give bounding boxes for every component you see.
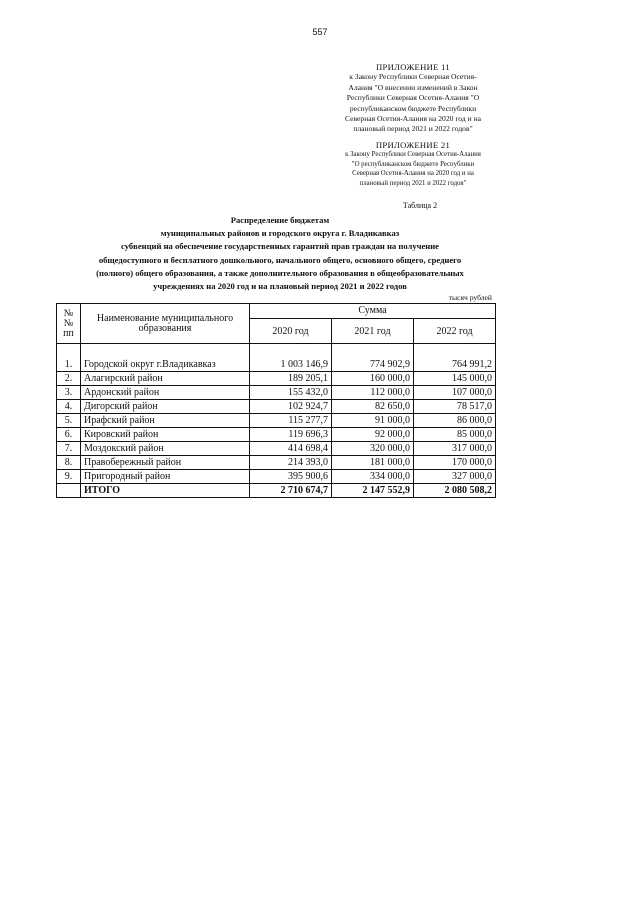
table-row bbox=[57, 358, 496, 372]
row-number: 2. bbox=[57, 372, 81, 386]
annex-11-title: ПРИЛОЖЕНИЕ 11 bbox=[376, 62, 450, 72]
heading-line: (полного) общего образования, а также дополнительного образования в общеобразовательных bbox=[96, 267, 464, 278]
column-header-sum: Сумма bbox=[250, 304, 496, 319]
table-row bbox=[57, 414, 496, 428]
annex-21-line: Северная Осетия-Алания на 2020 год и на bbox=[352, 170, 474, 178]
row-value-2022: 85 000,0 bbox=[414, 428, 496, 442]
row-number: 3. bbox=[57, 386, 81, 400]
row-value-2021: 181 000,0 bbox=[332, 456, 414, 470]
total-number bbox=[57, 484, 81, 498]
row-value-2021: 91 000,0 bbox=[332, 414, 414, 428]
annex-11-line: к Закону Республики Северная Осетия- bbox=[349, 72, 477, 82]
heading-line: Распределение бюджетам bbox=[230, 215, 330, 225]
row-name: Дигорский район bbox=[81, 400, 250, 414]
spacer-cell bbox=[332, 344, 414, 359]
table-row bbox=[57, 442, 496, 456]
row-value-2020: 155 432,0 bbox=[250, 386, 332, 400]
annex-21-line: к Закону Республики Северная Осетия-Алания bbox=[345, 151, 481, 159]
row-name: Кировский район bbox=[81, 428, 250, 442]
row-value-2022: 78 517,0 bbox=[414, 400, 496, 414]
row-number: 6. bbox=[57, 428, 81, 442]
row-name: Ирафский район bbox=[81, 414, 250, 428]
annex-21-line: плановый период 2021 и 2022 годов" bbox=[359, 179, 467, 187]
table-row bbox=[57, 428, 496, 442]
annex-11-line: плановый период 2021 и 2022 годов" bbox=[353, 124, 473, 134]
row-value-2022: 327 000,0 bbox=[414, 470, 496, 484]
total-value-2021: 2 147 552,9 bbox=[332, 484, 414, 498]
row-value-2020: 1 003 146,9 bbox=[250, 358, 332, 372]
row-value-2020: 214 393,0 bbox=[250, 456, 332, 470]
table-row bbox=[57, 372, 496, 386]
annex-21-line: "О республиканском бюджете Республики bbox=[351, 160, 475, 168]
row-number: 9. bbox=[57, 470, 81, 484]
table-total-row bbox=[57, 484, 496, 498]
row-value-2021: 82 650,0 bbox=[332, 400, 414, 414]
table-row bbox=[57, 400, 496, 414]
column-header-2022: 2022 год bbox=[414, 319, 496, 344]
row-value-2021: 92 000,0 bbox=[332, 428, 414, 442]
row-value-2020: 395 900,6 bbox=[250, 470, 332, 484]
heading-line: муниципальных районов и городского округа г. Владикавказ bbox=[160, 228, 400, 239]
row-name: Ардонский район bbox=[81, 386, 250, 400]
annex-11-line: республиканском бюджете Республики bbox=[349, 103, 477, 113]
annex-11-line: Республики Северная Осетия-Алания "О bbox=[346, 93, 480, 103]
row-value-2021: 160 000,0 bbox=[332, 372, 414, 386]
document-heading bbox=[50, 214, 510, 293]
row-value-2022: 170 000,0 bbox=[414, 456, 496, 470]
spacer-cell bbox=[57, 344, 81, 359]
row-value-2022: 317 000,0 bbox=[414, 442, 496, 456]
column-header-number: №№ пп bbox=[57, 304, 81, 344]
total-value-2020: 2 710 674,7 bbox=[250, 484, 332, 498]
row-value-2022: 86 000,0 bbox=[414, 414, 496, 428]
table-row bbox=[57, 470, 496, 484]
row-value-2020: 189 205,1 bbox=[250, 372, 332, 386]
row-value-2022: 764 991,2 bbox=[414, 358, 496, 372]
spacer-cell bbox=[250, 344, 332, 359]
row-value-2022: 107 000,0 bbox=[414, 386, 496, 400]
row-number: 1. bbox=[57, 358, 81, 372]
row-number: 5. bbox=[57, 414, 81, 428]
table-row bbox=[57, 386, 496, 400]
row-number: 7. bbox=[57, 442, 81, 456]
column-header-name: Наименование муниципального образования bbox=[81, 304, 250, 344]
annex-21-header bbox=[338, 140, 488, 188]
heading-line: общедоступного и бесплатного дошкольного, начального общего, основного общего, среднего bbox=[98, 254, 462, 265]
row-name: Пригородный район bbox=[81, 470, 250, 484]
heading-line: учреждениях на 2020 год и на плановый период 2021 и 2022 годов bbox=[153, 281, 407, 292]
column-header-2021: 2021 год bbox=[332, 319, 414, 344]
unit-label: тысяч рублей bbox=[448, 293, 492, 302]
row-value-2021: 334 000,0 bbox=[332, 470, 414, 484]
row-value-2020: 414 698,4 bbox=[250, 442, 332, 456]
table-row bbox=[57, 456, 496, 470]
row-name: Моздокский район bbox=[81, 442, 250, 456]
row-value-2020: 102 924,7 bbox=[250, 400, 332, 414]
table-label: Таблица 2 bbox=[402, 201, 438, 210]
row-value-2021: 320 000,0 bbox=[332, 442, 414, 456]
annex-11-line: Алания "О внесении изменений в Закон bbox=[348, 82, 478, 92]
row-value-2020: 115 277,7 bbox=[250, 414, 332, 428]
row-value-2021: 112 000,0 bbox=[332, 386, 414, 400]
table-header-row bbox=[57, 304, 496, 319]
row-name: Городской округ г.Владикавказ bbox=[81, 358, 250, 372]
total-label: ИТОГО bbox=[81, 484, 250, 498]
heading-line: субвенций на обеспечение государственных гарантий прав граждан на получение bbox=[121, 241, 439, 252]
annex-21-title: ПРИЛОЖЕНИЕ 21 bbox=[375, 140, 451, 150]
annex-11-header bbox=[338, 62, 488, 135]
total-value-2022: 2 080 508,2 bbox=[414, 484, 496, 498]
row-name: Правобережный район bbox=[81, 456, 250, 470]
spacer-cell bbox=[414, 344, 496, 359]
row-number: 8. bbox=[57, 456, 81, 470]
budget-table bbox=[56, 303, 496, 498]
spacer-cell bbox=[81, 344, 250, 359]
table-spacer-row bbox=[57, 344, 496, 359]
page-number: 557 bbox=[312, 27, 328, 37]
row-name: Алагирский район bbox=[81, 372, 250, 386]
row-value-2020: 119 696,3 bbox=[250, 428, 332, 442]
row-number: 4. bbox=[57, 400, 81, 414]
annex-11-line: Северная Осетия-Алания на 2020 год и на bbox=[344, 114, 482, 124]
column-header-2020: 2020 год bbox=[250, 319, 332, 344]
row-value-2022: 145 000,0 bbox=[414, 372, 496, 386]
row-value-2021: 774 902,9 bbox=[332, 358, 414, 372]
